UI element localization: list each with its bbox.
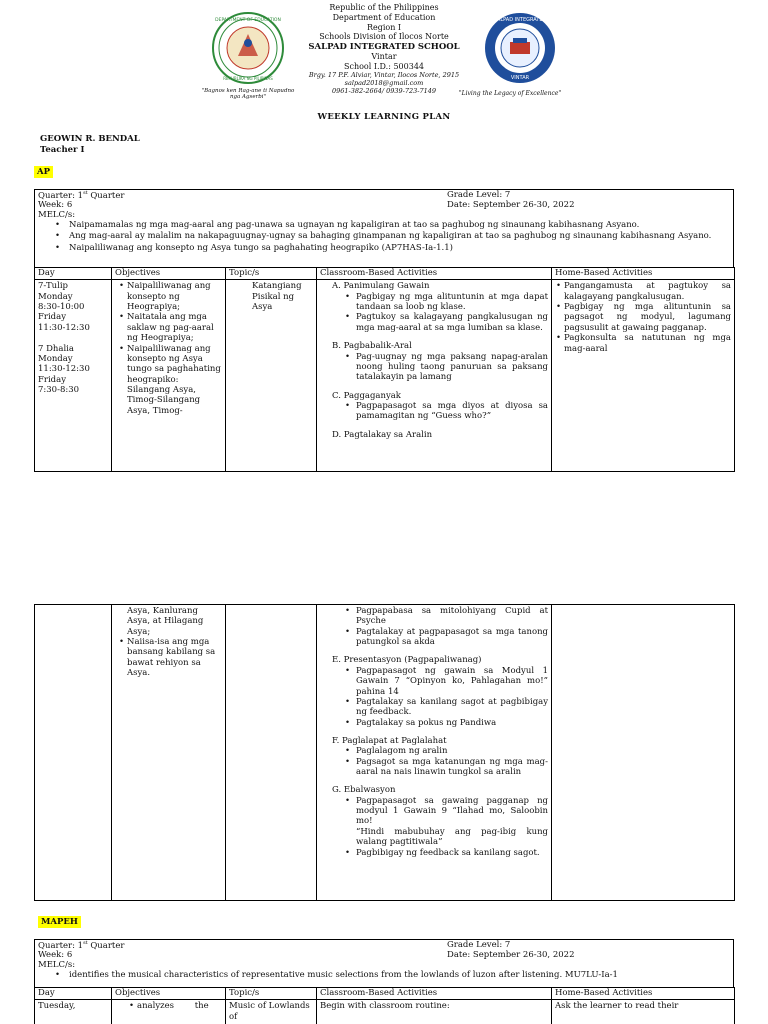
activity-section-title: F. Paglalapat at Paglalahat xyxy=(332,735,447,746)
ap-week-row xyxy=(35,200,733,210)
mapeh-melc-list xyxy=(35,970,733,980)
activity-item: • Pagtalakay sa kanilang sagot at pagbibigay ng feedback. xyxy=(344,697,548,718)
mapeh-melc-label-row xyxy=(35,960,733,970)
teacher-name: GEOWIN R. BENDAL xyxy=(40,134,140,144)
classroom-activities-cell: Begin with classroom routine: xyxy=(317,1000,552,1024)
mapeh-date: Date: September 26-30, 2022 xyxy=(447,950,575,960)
activity-section-title: E. Presentasyon (Pagpapaliwanag) xyxy=(332,655,482,666)
classroom-activities-cell xyxy=(317,605,552,901)
activity-section xyxy=(320,736,548,777)
schedule-cell xyxy=(35,605,112,901)
table-row xyxy=(35,1000,735,1024)
topic-cell: Music of Lowlands of xyxy=(226,1000,317,1024)
teacher-info xyxy=(40,134,140,156)
department-line: Department of Education xyxy=(332,12,436,22)
schedule-cell xyxy=(35,280,112,472)
melc-item: • Naipamamalas ng mga mag-aaral ang pag-unawa sa ugnayan ng kapaligiran at tao sa paghubog ng sinaunang kabihasnang Asyano. xyxy=(55,220,727,230)
ap-quarter-row xyxy=(35,190,733,200)
activity-item: • Pagbigay ng mga alituntunin at mga dapat tandaan sa loob ng klase. xyxy=(344,292,548,313)
classroom-activities-cell xyxy=(317,280,552,472)
ap-info-box xyxy=(34,189,734,267)
svg-text:VINTAR: VINTAR xyxy=(510,75,530,81)
home-activity-item: • Pagbigay ng mga alituntunin sa pagsagot ng modyul, lagumang pagsusulit at gawaing pagganap. xyxy=(555,302,731,333)
activity-item: • Pagtalakay sa pokus ng Pandiwa xyxy=(344,718,548,728)
col-header-day: Day xyxy=(35,268,112,280)
activity-section xyxy=(320,281,548,333)
objective-item: • Naipaliliwanag ang konsepto ng Asya tungo sa paghahating heograpiko: Silangang Asya, Timog-Silangang Asya, Timog- xyxy=(115,344,222,417)
home-activities-cell xyxy=(552,280,735,472)
svg-text:REPUBLIKA NG PILIPINAS: REPUBLIKA NG PILIPINAS xyxy=(223,76,273,81)
ap-quarter: Quarter: 1st Quarter xyxy=(38,190,125,201)
objective-item-continued: Asya, Kanlurang Asya, at Hilagang Asya; xyxy=(127,606,204,637)
ap-melc-label-row xyxy=(35,210,733,220)
table-header-row xyxy=(35,268,735,280)
mapeh-week: Week: 6 xyxy=(38,950,73,960)
school-seal-icon xyxy=(484,12,556,84)
svg-text:SALPAD INTEGRATED: SALPAD INTEGRATED xyxy=(493,17,547,23)
home-activity-item: • Pagkonsulta sa natutunan ng mga mag-aaral xyxy=(555,333,731,354)
table-row xyxy=(35,280,735,472)
letterhead-text xyxy=(284,3,484,96)
table-header-row xyxy=(35,988,735,1000)
activity-section xyxy=(320,341,548,382)
col-header-objectives: Objectives xyxy=(112,268,226,280)
subject-tag-mapeh: MAPEH xyxy=(38,916,81,928)
deped-seal-icon xyxy=(212,12,284,84)
activity-item: • Pagbibigay ng feedback sa kanilang sagot. xyxy=(344,848,548,858)
republic-line: Republic of the Philippines xyxy=(329,3,439,12)
town-line: Vintar xyxy=(371,52,397,62)
topic-text: Katangiang Pisikal ng Asya xyxy=(252,281,302,313)
activity-item: • Pagpapasagot sa gawaing pagganap ng modyul 1 Gawain 9 “Ilahad mo, Saloobin mo! “Hindi mabubuhay ang pag-ibig kung walang pagtitiwala” xyxy=(344,796,548,848)
teacher-position: Teacher I xyxy=(40,145,85,156)
activity-section-title: A. Panimulang Gawain xyxy=(332,281,430,292)
objective-item: • Naipaliliwanag ang konsepto ng Heograpiya; xyxy=(115,281,222,312)
col-header-topics: Topic/s xyxy=(226,268,317,280)
home-activity-item: • Pangangamusta at pagtukoy sa kalagayang pangkalusugan. xyxy=(555,281,731,302)
col-header-objectives: Objectives xyxy=(112,988,226,1000)
mapeh-info-box xyxy=(34,939,734,987)
activity-item: • Pagpapasagot sa mga diyos at diyosa sa pamamagitan ng “Guess who?” xyxy=(344,401,548,422)
svg-text:DEPARTMENT OF EDUCATION: DEPARTMENT OF EDUCATION xyxy=(215,18,281,23)
table-row xyxy=(35,605,735,901)
division-line: Schools Division of Ilocos Norte xyxy=(319,32,449,42)
objectives-cell xyxy=(112,1000,226,1024)
mapeh-quarter-row xyxy=(35,940,733,950)
home-activities-cell xyxy=(552,605,735,901)
activity-section-title: G. Ebalwasyon xyxy=(332,785,396,796)
col-header-classroom: Classroom-Based Activities xyxy=(317,988,552,1000)
activity-item: • Pagpapasagot ng gawain sa Modyul 1 Gawain 7 “Opinyon ko, Pahlagahan mo!” pahina 14 xyxy=(344,666,548,697)
activity-item: • Pagsagot sa mga katanungan ng mga mag-aaral na nais linawin tungkol sa aralin xyxy=(344,757,548,778)
col-header-topics: Topic/s xyxy=(226,988,317,1000)
objectives-cell xyxy=(112,605,226,901)
ap-week: Week: 6 xyxy=(38,200,73,210)
activity-item: • Paglalagom ng aralin xyxy=(344,746,548,756)
activity-item: • Pagpapabasa sa mitolohiyang Cupid at Psyche xyxy=(344,606,548,627)
objectives-cell xyxy=(112,280,226,472)
ap-table-page1 xyxy=(34,267,735,472)
ap-date: Date: September 26-30, 2022 xyxy=(447,200,575,210)
activity-section xyxy=(320,785,548,858)
col-header-classroom: Classroom-Based Activities xyxy=(317,268,552,280)
mapeh-quarter: Quarter: 1st Quarter xyxy=(38,940,125,951)
activity-item: • Pagtalakay at pagpapasagot sa mga tanong patungkol sa akda xyxy=(344,627,548,648)
topic-cell xyxy=(226,280,317,472)
activity-section xyxy=(320,391,548,422)
activity-item: • Pagtukoy sa kalagayang pangkalusugan ng mga mag-aaral at sa mga lumiban sa klase. xyxy=(344,312,548,333)
col-header-day: Day xyxy=(35,988,112,1000)
letterhead xyxy=(0,0,768,110)
school-id: School I.D.: 500344 xyxy=(344,62,424,72)
home-activities-cell: Ask the learner to read their xyxy=(552,1000,735,1024)
activity-section xyxy=(320,430,548,440)
melc-item: • identifies the musical characteristics of representative music selections from the lowlands of luzon after listening. MU7LU-Ia-1 xyxy=(55,970,727,980)
ap-grade-level: Grade Level: 7 xyxy=(447,190,511,200)
mapeh-week-row xyxy=(35,950,733,960)
ap-melc-list xyxy=(35,220,733,253)
col-header-home: Home-Based Activities xyxy=(552,268,735,280)
school-name: SALPAD INTEGRATED SCHOOL xyxy=(308,42,460,52)
objective-item: • Naitatala ang mga saklaw ng pag-aaral ng Heograpiya; xyxy=(115,312,222,343)
schedule-text: 7-Tulip Monday 8:30-10:00 Friday 11:30-12:30 7 Dhalia Monday 11:30-12:30 Friday 7:30-8:30 xyxy=(38,281,90,395)
mapeh-melc-label: MELC/s: xyxy=(38,960,76,970)
address-line: Brgy. 17 P.F. Alviar, Vintar, Ilocos Norte, 2915 xyxy=(308,70,460,79)
melc-item: • Naipaliliwanag ang konsepto ng Asya tungo sa paghahating heograpiko (AP7HAS-Ia-1.1) xyxy=(55,243,727,253)
activity-item: • Pag-uugnay ng mga paksang napag-aralan noong huling taong panuruan sa paksang tatalakayin pa lamang xyxy=(344,352,548,383)
region-line: Region I xyxy=(366,22,402,32)
phone-line: 0961-382-2664/ 0939-723-7149 xyxy=(331,86,437,95)
objective-item: • Naiisa-isa ang mga bansang kabilang sa bawat rehiyon sa Asya. xyxy=(115,637,222,678)
melc-item: • Ang mag-aaral ay malalim na nakapaguugnay-ugnay sa bahaging ginampanan ng kapaligiran at tao sa paghubog ng sinaunang kabihasnang Asyano. xyxy=(55,231,727,241)
activity-section-title: D. Pagtalakay sa Aralin xyxy=(332,429,433,440)
day-cell: Tuesday, xyxy=(35,1000,112,1024)
col-header-home: Home-Based Activities xyxy=(552,988,735,1000)
ap-melc-label: MELC/s: xyxy=(38,210,76,220)
school-motto: "Living the Legacy of Excellence" xyxy=(458,90,562,97)
topic-cell xyxy=(226,605,317,901)
activity-section-title: C. Paggaganyak xyxy=(332,390,401,401)
deped-motto: "Bagnos ken Rag-ane ti Napudno nga Agserbi" xyxy=(201,88,295,101)
mapeh-table xyxy=(34,987,735,1024)
page-title: WEEKLY LEARNING PLAN xyxy=(317,112,451,122)
email-line: salpad2018@gmail.com xyxy=(344,78,424,87)
activity-section xyxy=(320,655,548,728)
activity-section-title: B. Pagbabalik-Aral xyxy=(332,341,412,352)
ap-table-page2 xyxy=(34,604,735,901)
subject-tag-ap: AP xyxy=(34,166,53,178)
objective-item: • analyzes the xyxy=(125,1001,222,1011)
mapeh-grade-level: Grade Level: 7 xyxy=(447,940,511,950)
